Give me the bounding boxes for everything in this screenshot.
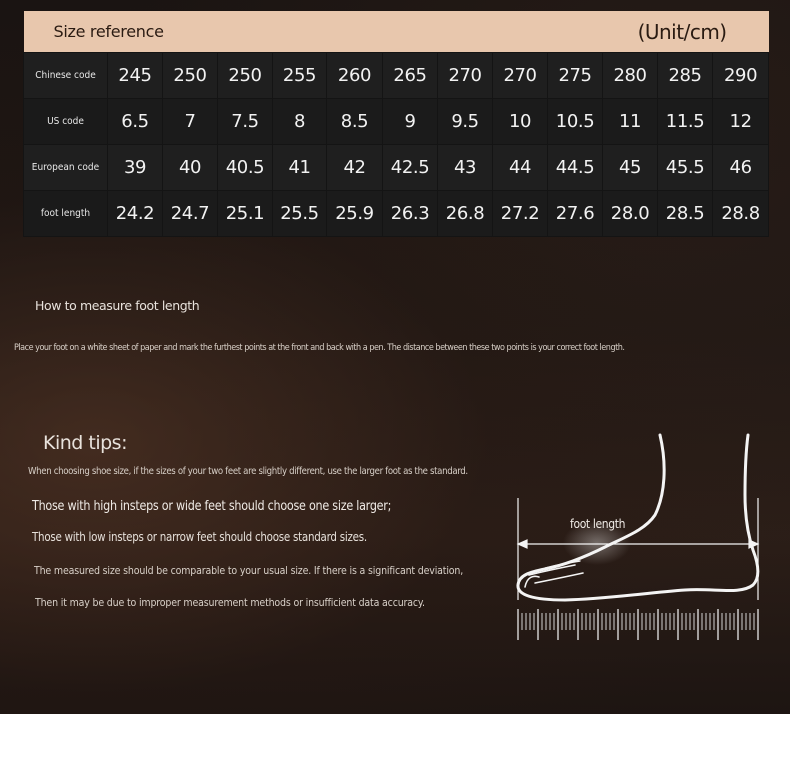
- table-cell: 39: [108, 145, 163, 191]
- measure-instructions: Place your foot on a white sheet of paper and mark the furthest points at the front and back with a pen. The distance between these two points is your correct foot length.: [14, 342, 625, 353]
- table-cell: 6.5: [108, 99, 163, 145]
- table-cell: 255: [273, 53, 327, 99]
- table-cell: 43: [438, 145, 493, 191]
- table-cell: 8.5: [327, 99, 383, 145]
- table-row: [24, 99, 769, 145]
- table-cell: 41: [273, 145, 327, 191]
- table-body: [24, 53, 769, 237]
- tips-heading: Kind tips:: [43, 432, 127, 454]
- table-cell: 265: [383, 53, 438, 99]
- ruler-icon: [518, 609, 758, 640]
- foot-measure-diagram: [505, 425, 770, 650]
- tip-item: Then it may be due to improper measurement methods or insufficient data accuracy.: [35, 596, 425, 609]
- tip-item: Those with high insteps or wide feet should choose one size larger;: [32, 499, 392, 514]
- tip-item: When choosing shoe size, if the sizes of your two feet are slightly different, use the larger foot as the standard.: [28, 466, 468, 477]
- table-row: [24, 145, 769, 191]
- double-arrow-icon: [518, 498, 758, 600]
- table-header-row: [24, 11, 769, 53]
- table-cell: 44.5: [548, 145, 603, 191]
- table-cell: 7.5: [218, 99, 273, 145]
- foot-outline-icon: [518, 435, 758, 600]
- table-cell: 42: [327, 145, 383, 191]
- table-row: [24, 191, 769, 237]
- table-cell: 40.5: [218, 145, 273, 191]
- row-label: foot length: [24, 191, 108, 237]
- size-table: [23, 11, 769, 237]
- table-cell: 250: [218, 53, 273, 99]
- table-cell: 27.2: [493, 191, 548, 237]
- table-cell: 245: [108, 53, 163, 99]
- table-cell: 9.5: [438, 99, 493, 145]
- row-label: US code: [24, 99, 108, 145]
- table-cell: 40: [163, 145, 218, 191]
- table-cell: 10.5: [548, 99, 603, 145]
- table-cell: 28.5: [658, 191, 713, 237]
- table-cell: 24.7: [163, 191, 218, 237]
- table-title: Size reference: [24, 11, 438, 53]
- table-cell: 25.9: [327, 191, 383, 237]
- table-cell: 290: [713, 53, 769, 99]
- table-cell: 10: [493, 99, 548, 145]
- tip-item: Those with low insteps or narrow feet should choose standard sizes.: [32, 530, 367, 544]
- table-cell: 280: [603, 53, 658, 99]
- table-cell: 28.0: [603, 191, 658, 237]
- table-cell: 46: [713, 145, 769, 191]
- table-cell: 275: [548, 53, 603, 99]
- table-cell: 250: [163, 53, 218, 99]
- table-cell: 45: [603, 145, 658, 191]
- foot-length-label: foot length: [570, 517, 626, 531]
- table-cell: 27.6: [548, 191, 603, 237]
- table-cell: 26.3: [383, 191, 438, 237]
- unit-label: (Unit/cm): [438, 11, 769, 53]
- table-cell: 285: [658, 53, 713, 99]
- table-cell: 270: [493, 53, 548, 99]
- row-label: European code: [24, 145, 108, 191]
- table-row: [24, 53, 769, 99]
- tip-item: The measured size should be comparable to your usual size. If there is a significant deviation,: [34, 564, 464, 577]
- table-cell: 270: [438, 53, 493, 99]
- table-cell: 26.8: [438, 191, 493, 237]
- table-cell: 9: [383, 99, 438, 145]
- table-cell: 7: [163, 99, 218, 145]
- table-cell: 11.5: [658, 99, 713, 145]
- table-cell: 44: [493, 145, 548, 191]
- table-cell: 11: [603, 99, 658, 145]
- measure-heading: How to measure foot length: [35, 298, 200, 313]
- table-cell: 260: [327, 53, 383, 99]
- table-cell: 42.5: [383, 145, 438, 191]
- table-cell: 12: [713, 99, 769, 145]
- table-cell: 25.5: [273, 191, 327, 237]
- table-cell: 24.2: [108, 191, 163, 237]
- table-cell: 8: [273, 99, 327, 145]
- table-cell: 28.8: [713, 191, 769, 237]
- table-cell: 25.1: [218, 191, 273, 237]
- table-cell: 45.5: [658, 145, 713, 191]
- row-label: Chinese code: [24, 53, 108, 99]
